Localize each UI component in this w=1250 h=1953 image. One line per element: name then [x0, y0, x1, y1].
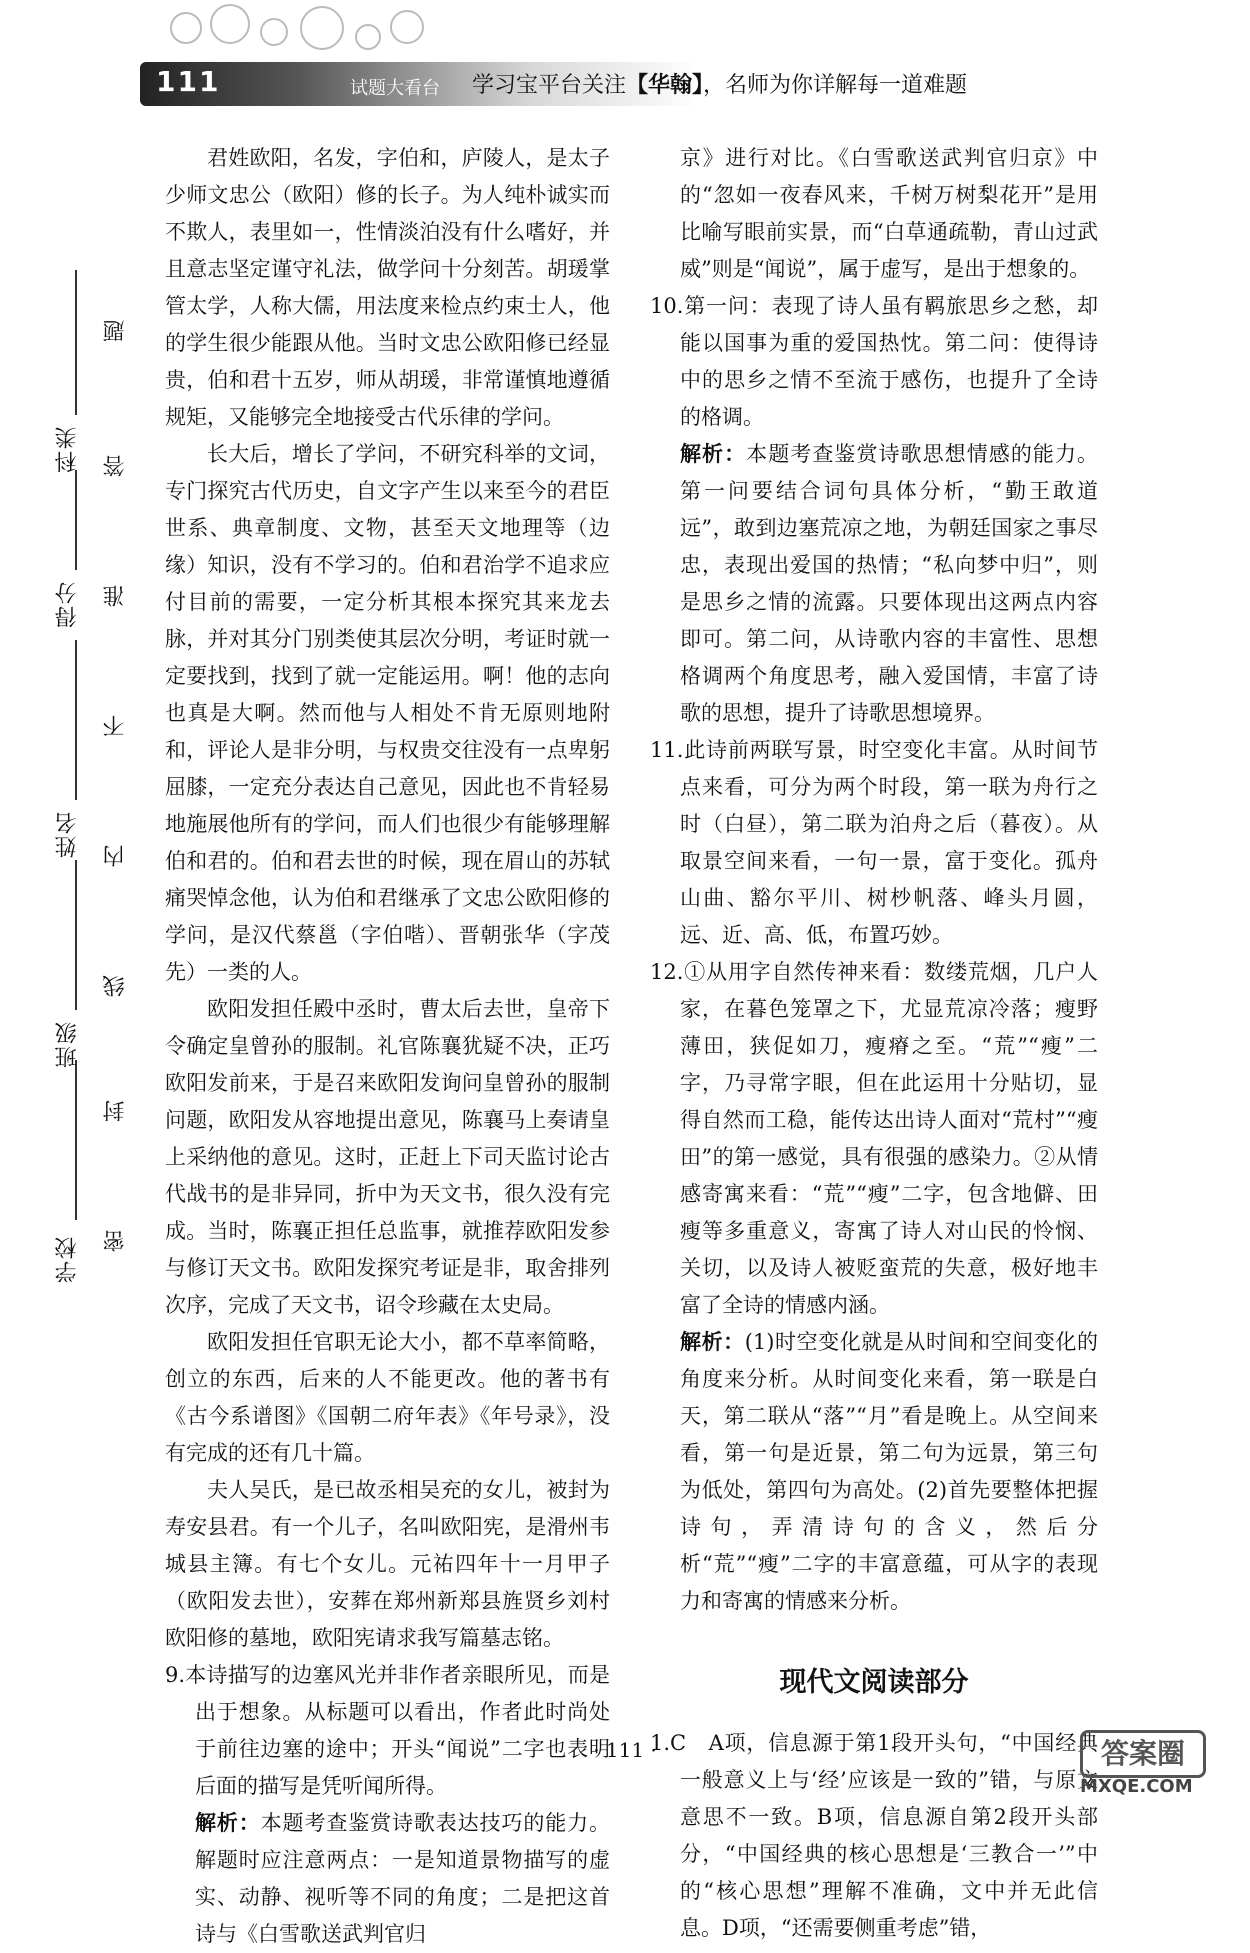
- seal-char: 题: [103, 320, 128, 342]
- q9-analysis-continued: 京》进行对比。《白雪歌送武判官归京》中的“忽如一夜春风来，千树万树梨花开”是用比喻写眼前实景，而“白草通疏勒，青山过武威”则是“闻说”，属于虚写，是出于想象的。: [680, 146, 1098, 281]
- school-label: 学校: [55, 1235, 80, 1283]
- header-decoration: [150, 4, 450, 68]
- subject-underline: [75, 270, 77, 415]
- analysis-label: 解析：: [680, 1330, 745, 1354]
- analysis-label: 解析：: [680, 442, 747, 466]
- binding-sidebar: [0, 0, 140, 1800]
- analysis-label: 解析：: [195, 1811, 261, 1835]
- translation-paragraph: 君姓欧阳，名发，字伯和，庐陵人，是太子少师文忠公（欧阳）修的长子。为人纯朴诚实而不欺人，表里如一，性情淡泊没有什么嗜好，并且意志坚定谨守礼法，做学问十分刻苦。胡瑗掌管太学，人称大儒，用法度来检点约束士人，他的学生很少能跟从他。当时文忠公欧阳修已经显贵，伯和君十五岁，师从胡瑗，非常谨慎地遵循规矩，又能够完全地接受古代乐律的学问。: [165, 146, 610, 429]
- seal-char: 内: [103, 845, 128, 867]
- name-underline: [75, 640, 77, 800]
- page-number: · 111 ·: [593, 1738, 657, 1762]
- translation-paragraph: 欧阳发担任官职无论大小，都不草率简略，创立的东西，后来的人不能更改。他的著书有《古今系谱图》《国朝二府年表》《年号录》，没有完成的还有几十篇。: [165, 1330, 610, 1465]
- seal-char: 线: [103, 975, 128, 997]
- q12-analysis: 解析：(1)时空变化就是从时间和空间变化的角度来分析。从时间变化来看，第一联是白天，第二联从“落”“月”看是晚上。从空间来看，第一句是近景，第二句为远景，第三句为低处，第四句为高处。(2)首先要整体把握诗句，弄清诗句的含义，然后分析“荒”“瘦”二字的丰富意蕴，可从字的表现力和寄寓的情感来分析。: [680, 1330, 1099, 1613]
- m1-answer: 1.C A项，信息源于第1段开头句，“中国经典一般意义上与‘经’应该是一致的”错，与原文意思不一致。B项，信息源自第2段开头部分，“中国经典的核心思想是‘三教合一’”中的“核心思想”理解不准确，文中并无此信息。D项，“还需要侧重考虑”错，: [650, 1731, 1098, 1940]
- header-brand-name: 【华翰】: [626, 73, 704, 98]
- seal-char: 封: [103, 1100, 128, 1122]
- seal-char: 答: [103, 455, 128, 477]
- left-column: [165, 140, 610, 1953]
- class-label: 班级: [55, 1020, 80, 1068]
- name-label: 姓名: [55, 810, 80, 858]
- brand-logo: 111: [156, 65, 221, 98]
- seal-char: 密: [103, 1230, 128, 1252]
- watermark: [1080, 1730, 1250, 1800]
- seal-char: 准: [103, 585, 128, 607]
- section-title: 现代文阅读部分: [779, 1667, 969, 1698]
- right-column: [650, 140, 1098, 1947]
- score-underline: [75, 470, 77, 570]
- translation-paragraph: 长大后，增长了学问，不研究科举的文词，专门探究古代历史，自文字产生以来至今的君臣世系、典章制度、文物，甚至天文地理等（边缘）知识，没有不学习的。伯和君治学不追求应付目前的需要，一定分析其根本探究其来龙去脉，并对其分门别类使其层次分明，考证时就一定要找到，找到了就一定能运用。啊！他的志向也真是大啊。然而他与人相处不肯无原则地附和，评论人是非分明，与权贵交往没有一点卑躬屈膝，一定充分表达自己意见，因此也不肯轻易地施展他所有的学问，而人们也很少有能够理解伯和君的。伯和君去世的时候，现在眉山的苏轼痛哭悼念他，认为伯和君继承了文忠公欧阳修的学问，是汉代蔡邕（字伯喈）、晋朝张华（字茂先）一类的人。: [165, 442, 610, 984]
- q10-analysis: 解析：本题考查鉴赏诗歌思想情感的能力。第一问要结合词句具体分析，“勤王敢道远”，敢到边塞荒凉之地，为朝廷国家之事尽忠，表现出爱国的热情；“私向梦中归”，则是思乡之情的流露。只要体现出这两点内容即可。第二问，从诗歌内容的丰富性、思想格调两个角度思考，融入爱国情，丰富了诗歌的思想，提升了诗歌思想境界。: [680, 442, 1099, 725]
- page-header: [140, 0, 1250, 120]
- brand-subtitle: 试题大看台: [350, 78, 440, 99]
- translation-paragraph: 欧阳发担任殿中丞时，曹太后去世，皇帝下令确定皇曾孙的服制。礼官陈襄犹疑不决，正巧欧阳发前来，于是召来欧阳发询问皇曾孙的服制问题，欧阳发从容地提出意见，陈襄马上奏请皇上采纳他的意见。这时，正赶上下司天监讨论古代战书的是非异同，折中为天文书，很久没有完成。当时，陈襄正担任总监事，就推荐欧阳发参与修订天文书。欧阳发探究考证是非，取舍排列次序，完成了天文书，诏令珍藏在太史局。: [165, 997, 610, 1317]
- school-underline: [75, 1060, 77, 1220]
- translation-paragraph: 夫人吴氏，是已故丞相吴充的女儿，被封为寿安县君。有一个儿子，名叫欧阳宪，是滑州韦城县主簿。有七个女儿。元祐四年十一月甲子（欧阳发去世），安葬在郑州新郑县旌贤乡刘村欧阳修的墓地，欧阳宪请求我写篇墓志铭。: [165, 1478, 610, 1650]
- q11-answer: 11.此诗前两联写景，时空变化丰富。从时间节点来看，可分为两个时段，第一联为舟行之时（白昼），第二联为泊舟之后（暮夜）。从取景空间来看，一句一景，富于变化。孤舟山曲、豁尔平川、树杪帆落、峰头月圆，远、近、高、低，布置巧妙。: [650, 738, 1098, 947]
- class-underline: [75, 860, 77, 1010]
- seal-char: 不: [103, 715, 128, 737]
- q12-answer: 12.①从用字自然传神来看：数缕荒烟，几户人家，在暮色笼罩之下，尤显荒凉冷落；瘦野薄田，狭促如刀，瘦瘠之至。“荒”“瘦”二字，乃寻常字眼，但在此运用十分贴切，显得自然而工稳，能传达出诗人面对“荒村”“瘦田”的第一感觉，具有很强的感染力。②从情感寄寓来看：“荒”“瘦”二字，包含地僻、田瘦等多重意义，寄寓了诗人对山民的怜悯、关切，以及诗人被贬蛮荒的失意，极好地丰富了全诗的情感内涵。: [650, 960, 1098, 1317]
- q9-answer: 9.本诗描写的边塞风光并非作者亲眼所见，而是出于想象。从标题可以看出，作者此时尚处于前往边塞的途中；开头“闻说”二字也表明后面的描写是凭听闻所得。: [165, 1663, 610, 1798]
- subject-label: 科类: [55, 425, 80, 473]
- watermark-url: MXQE.COM: [1080, 1776, 1193, 1797]
- q9-analysis: 解析：本题考查鉴赏诗歌表达技巧的能力。解题时应注意两点：一是知道景物描写的虚实、动静、视听等不同的角度；二是把这首诗与《白雪歌送武判官归: [195, 1811, 611, 1946]
- header-slogan: 学习宝平台关注【华翰】，名师为你详解每一道难题: [472, 73, 968, 98]
- watermark-logo: 答案圈: [1080, 1730, 1206, 1778]
- score-label: 得分: [55, 580, 80, 628]
- q10-answer: 10.第一问：表现了诗人虽有羁旅思乡之愁，却能以国事为重的爱国热忱。第二问：使得诗中的思乡之情不至流于感伤，也提升了全诗的格调。: [650, 294, 1098, 429]
